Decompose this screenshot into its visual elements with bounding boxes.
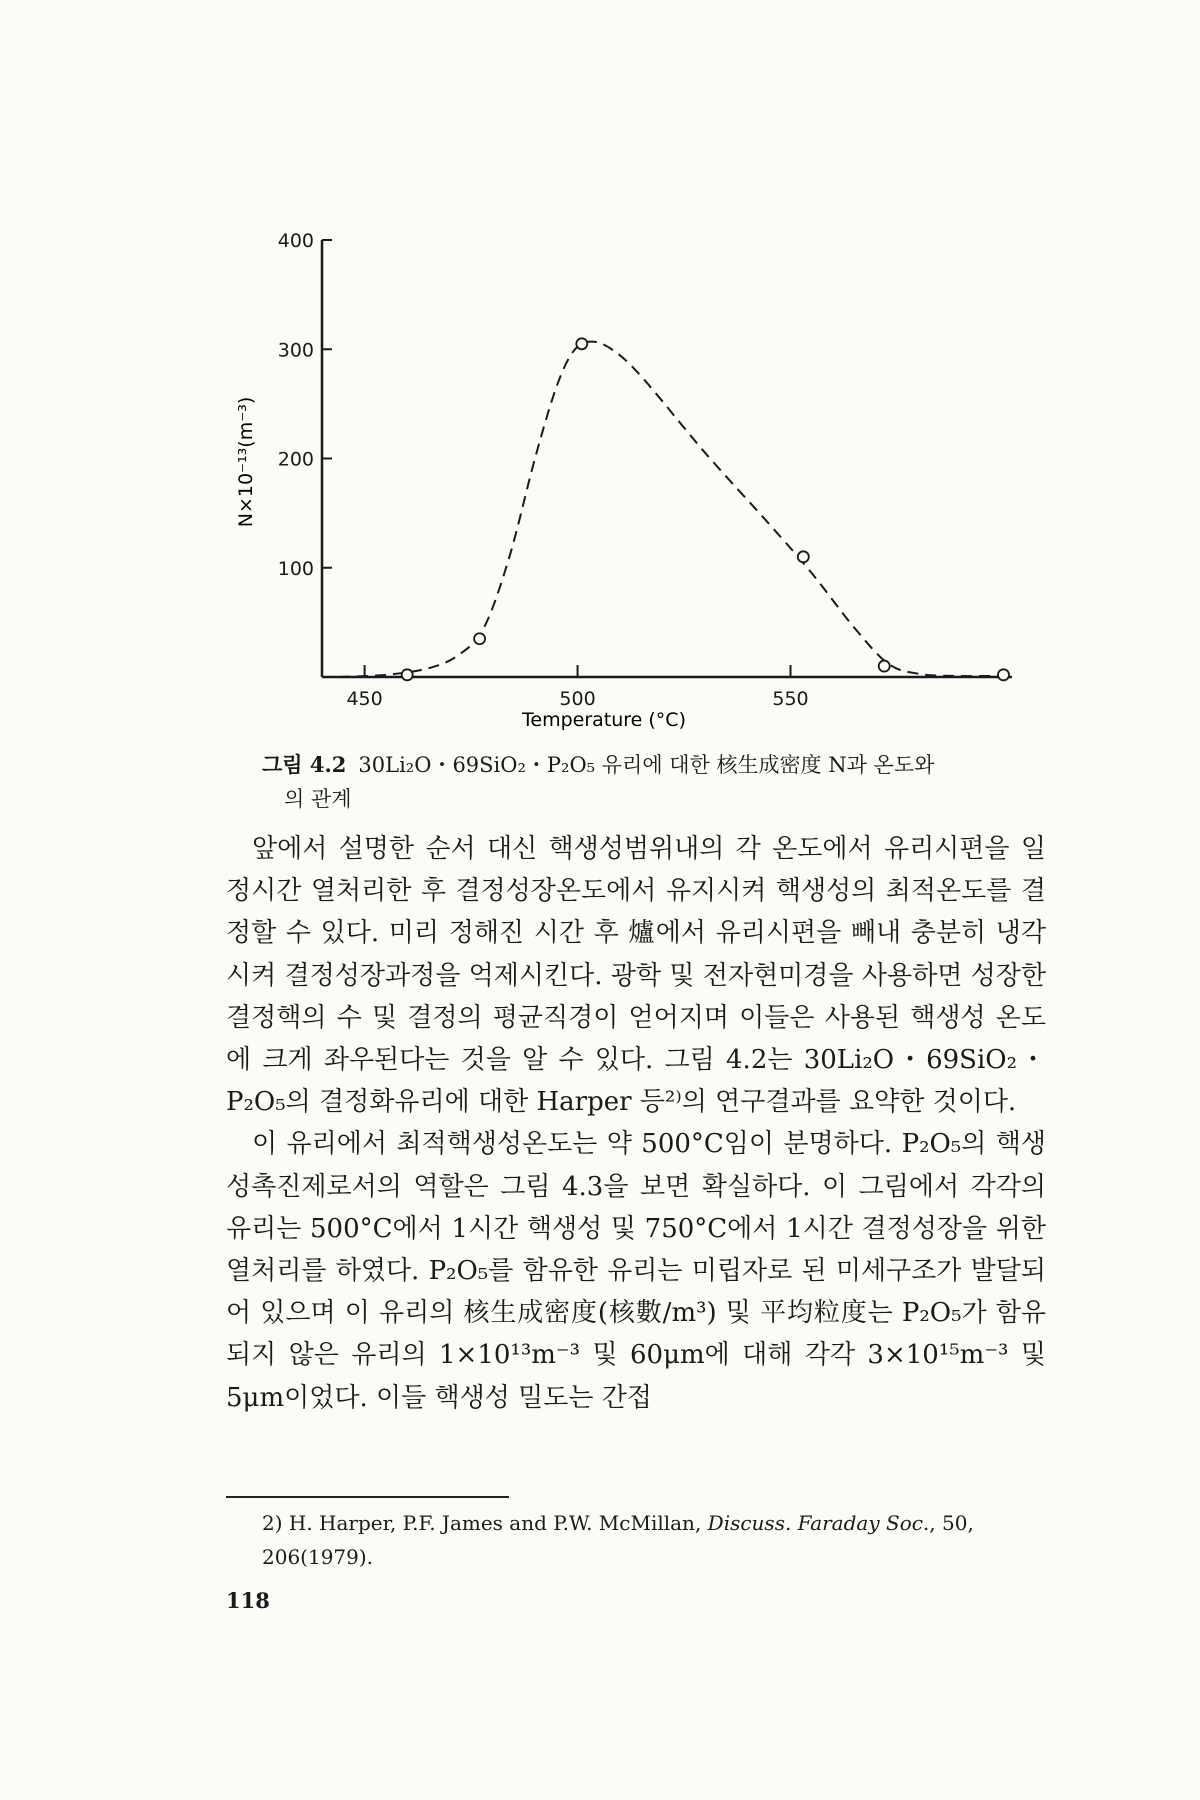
figure-number: 그림 4.2 [262, 752, 347, 777]
y-tick-label-300: 300 [277, 339, 314, 362]
data-point-4 [798, 551, 809, 562]
data-point-5 [879, 661, 890, 672]
x-tick-label-450: 450 [346, 688, 383, 710]
caption-line1: 30Li₂O・69SiO₂・P₂O₅ 유리에 대한 核生成密度 N과 온도와 [358, 753, 935, 777]
dashed-curve-layer [339, 342, 1003, 677]
dashed-fit-curve [339, 342, 1003, 677]
footnote-line2: 206(1979). [262, 1545, 374, 1569]
x-tick-label-550: 550 [772, 688, 809, 710]
footnote [262, 1506, 1052, 1574]
y-tick-label-400: 400 [277, 230, 314, 252]
paragraph-1: 앞에서 설명한 순서 대신 핵생성범위내의 각 온도에서 유리시편을 일정시간 열처리한 후 결정성장온도에서 유지시켜 핵생성의 최적온도를 결정할 수 있다. 미리 정해진 시간 후 爐에서 유리시편을 빼내 충분히 냉각시켜 결정성장과정을 억제시킨다. 광학 및 전자현미경을 사용하면 성장한 결정핵의 수 및 결정의 평균직경이 얻어지며 이들은 사용된 핵생성 온도에 크게 좌우된다는 것을 알 수 있다. 그림 4.2는 30Li₂O・69SiO₂・P₂O₅의 결정화유리에 대한 Harper 등²⁾의 연구결과를 요약한 것이다. [226, 834, 1046, 1118]
y-axis-label: N×10⁻¹³(m⁻³) [235, 396, 257, 528]
paragraph-2: 이 유리에서 최적핵생성온도는 약 500°C임이 분명하다. P₂O₅의 핵생성촉진제로서의 역할은 그림 4.3을 보면 확실하다. 이 그림에서 각각의 유리는 500°C에서 1시간 핵생성 및 750°C에서 1시간 결정성장을 위한 열처리를 하였다. P₂O₅를 함유한 유리는 미립자로 된 미세구조가 발달되어 있으며 이 유리의 核生成密度(核數/m³) 및 平均粒度는 P₂O₅가 함유되지 않은 유리의 1×10¹³m⁻³ 및 60μm에 대해 각각 3×10¹⁵m⁻³ 및 5μm이었다. 이들 핵생성 밀도는 간접 [226, 1129, 1046, 1413]
page-number: 118 [226, 1588, 270, 1613]
data-point-2 [474, 633, 485, 644]
y-tick-label-200: 200 [277, 448, 314, 471]
x-tick-label-500: 500 [559, 688, 596, 710]
chart-axes [322, 240, 1012, 677]
y-tick-label-100: 100 [277, 557, 314, 580]
footnote-rule [226, 1496, 509, 1498]
footnote-suffix: , 50, [929, 1511, 974, 1535]
nucleation-density-chart [0, 0, 1200, 760]
data-point-3 [576, 338, 587, 349]
body-text [226, 828, 1046, 1419]
footnote-prefix: 2) H. Harper, P.F. James and P.W. McMillan, [262, 1511, 702, 1535]
x-axis-label: Temperature (°C) [522, 709, 686, 731]
figure-caption [262, 748, 1042, 816]
data-point-1 [402, 669, 413, 680]
data-points-layer [402, 338, 1009, 680]
tick-labels-layer [278, 230, 809, 710]
caption-line2: 의 관계 [284, 787, 352, 811]
data-point-6 [998, 669, 1009, 680]
footnote-journal: Discuss. Faraday Soc. [707, 1511, 930, 1535]
